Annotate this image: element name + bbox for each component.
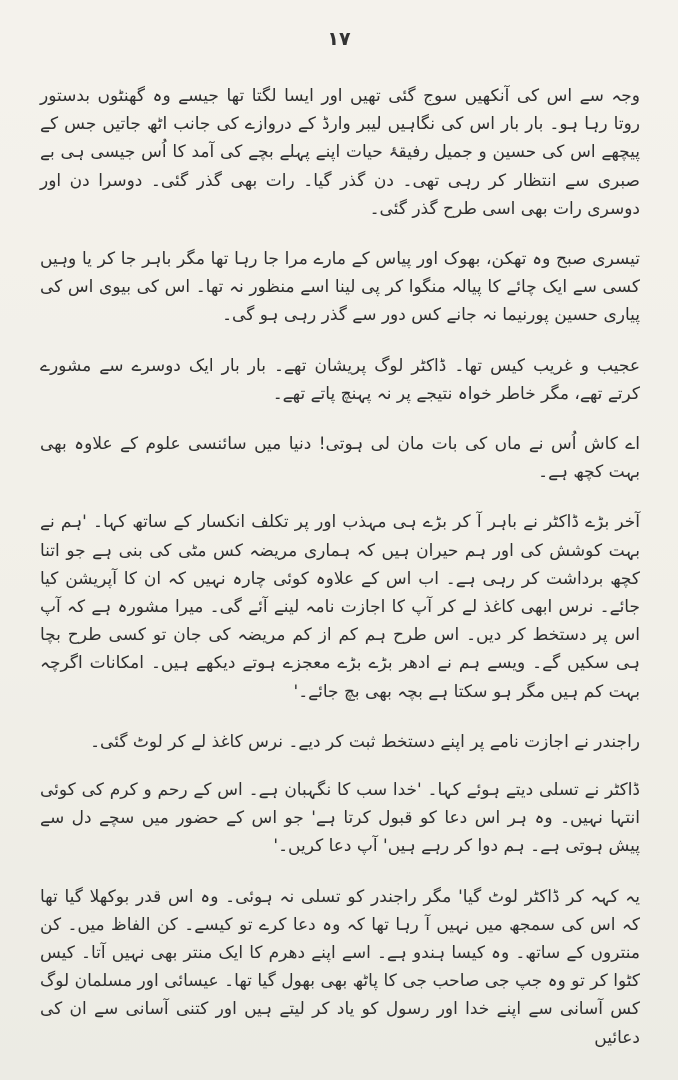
paragraph-6: راجندر نے اجازت نامے پر اپنے دستخط ثبت کر دیے۔ نرس کاغذ لے کر لوٹ گئی۔ [90,731,640,752]
paragraph-1: وجہ سے اس کی آنکھیں سوج گئی تھیں اور ایسا لگتا تھا جیسے وہ گھنٹوں بدستور روتا رہا ہو۔ بار بار اس کی نگاہیں لیبر وارڈ کے دروازے کی جانب اٹھ جاتیں جس کے پیچھے اس کی حسین و جمیل رفیقۂ حیات اپنے پہلے بچے کی آمد کا اُس جیسی ہی بے صبری سے انتظار کر رہی تھی۔ دن گذر گیا۔ رات بھی گذر گئی۔ دوسرا دن اور دوسری رات بھی اسی طرح گذر گئی۔ [40,86,640,219]
paragraph-7: ڈاکٹر نے تسلی دیتے ہوئے کہا۔ 'خدا سب کا نگہبان ہے۔ اس کے رحم و کرم کی کوئی انتہا نہیں۔ وہ ہر اس دعا کو قبول کرتا ہے' جو اس کے حضور میں سچے دل سے پیش ہوتی ہے۔ ہم دوا کر رہے ہیں' آپ دعا کریں۔' [40,780,640,857]
paragraph-8: یہ کہہ کر ڈاکٹر لوٹ گیا' مگر راجندر کو تسلی نہ ہوئی۔ وہ اس قدر بوکھلا گیا تھا کہ اس کی سمجھ میں نہیں آ رہا تھا کہ وہ دعا کرے تو کیسے۔ کن الفاظ میں۔ کن منتروں کے ساتھ۔ وہ کیسا ہندو ہے۔ اسے اپنے دھرم کا ایک منتر بھی نہیں آتا۔ کیس کٹوا کر تو وہ جپ جی صاحب جی کا پاٹھ بھی بھول گیا تھا۔ عیسائی اور مسلمان لوگ کس آسانی سے اپنے خدا اور رسول کو یاد کر لیتے ہیں اور کتنی آسانی سے ان کی دعائیں [40,886,640,1048]
paragraph-4: اے کاش اُس نے ماں کی بات مان لی ہوتی! دنیا میں سائنسی علوم کے علاوہ بھی بہت کچھ ہے۔ [40,434,640,483]
paragraph-3: عجیب و غریب کیس تھا۔ ڈاکٹر لوگ پریشان تھے۔ بار بار ایک دوسرے سے مشورے کرتے تھے، مگر خاطر خواہ نتیجے پر نہ پہنچ پاتے تھے۔ [40,355,640,404]
paragraph-2: تیسری صبح وہ تھکن، بھوک اور پیاس کے مارے مرا جا رہا تھا مگر باہر جا کر یا وہیں کسی سے ایک چائے کا پیالہ منگوا کر پی لینا اسے منظور نہ تھا۔ اس کی بیوی اس کی پیاری حسین پورنیما نہ جانے کس دور سے گذر رہی ہو گی۔ [40,249,640,326]
page-body [40,82,640,1074]
page-number: ۱۷ [327,28,351,50]
paragraph-5: آخر بڑے ڈاکٹر نے باہر آ کر بڑے ہی مہذب اور پر تکلف انکسار کے ساتھ کہا۔ 'ہم نے بہت کوشش کی اور ہم حیران ہیں کہ ہماری مریضہ کس مٹی کی بنی ہے جو اتنا کچھ برداشت کر رہی ہے۔ اب اس کے علاوہ کوئی چارہ نہیں کہ ان کا آپریشن کیا جائے۔ نرس ابھی کاغذ لے کر آپ کا اجازت نامہ لینے آئے گی۔ میرا مشورہ ہے کہ آپ اس پر دستخط کر دیں۔ اس طرح ہم کم از کم مریضہ کی جان تو کسی طرح بچا ہی سکیں گے۔ ویسے ہم نے ادھر بڑے بڑے معجزے ہوتے دیکھے ہیں۔ امکانات اگرچہ بہت کم ہیں مگر ہو سکتا ہے بچہ بھی بچ جائے۔' [40,512,640,702]
